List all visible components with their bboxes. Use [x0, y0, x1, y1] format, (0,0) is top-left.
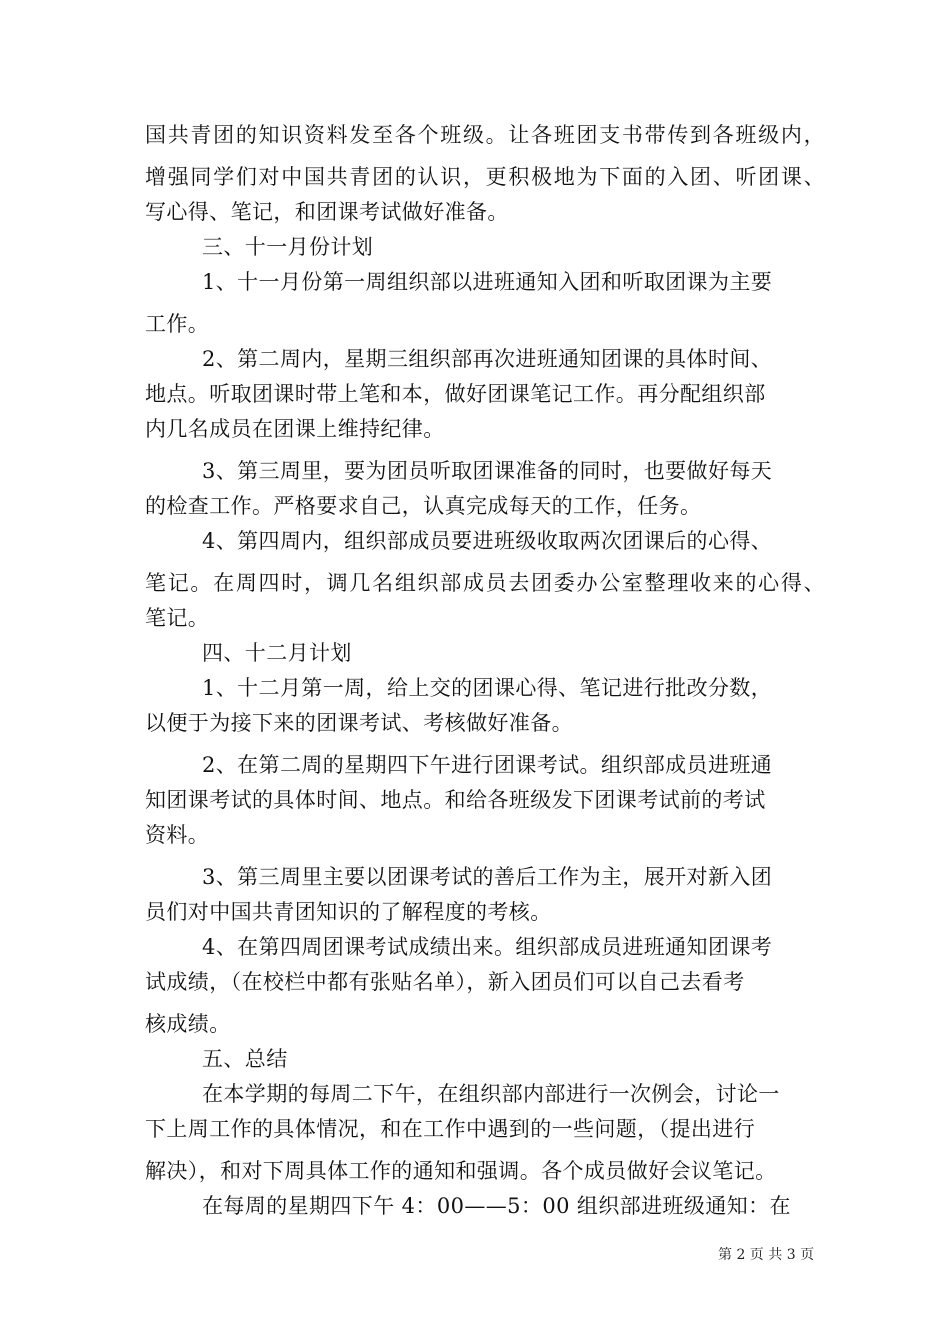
paragraph-line: 笔记。	[145, 606, 210, 630]
paragraph-line: 工作。	[145, 312, 210, 336]
paragraph-line: 的检查工作。严格要求自己，认真完成每天的工作，任务。	[145, 494, 702, 518]
paragraph-line: 1、十二月第一周，给上交的团课心得、笔记进行批改分数，	[202, 676, 773, 700]
paragraph-line: 试成绩，（在校栏中都有张贴名单），新入团员们可以自己去看考	[145, 970, 745, 994]
paragraph-line: 下上周工作的具体情况，和在工作中遇到的一些问题，（提出进行	[145, 1117, 756, 1141]
paragraph-line: 员们对中国共青团知识的了解程度的考核。	[145, 900, 552, 924]
paragraph-line: 4、在第四周团课考试成绩出来。组织部成员进班通知团课考	[202, 935, 773, 959]
paragraph-line: 国共青团的知识资料发至各个班级。让各班团支书带传到各班级内，	[145, 123, 825, 147]
paragraph-line: 写心得、笔记，和团课考试做好准备。	[145, 200, 509, 224]
paragraph-line: 2、在第二周的星期四下午进行团课考试。组织部成员进班通	[202, 753, 773, 777]
section-heading-december: 四、十二月计划	[202, 641, 352, 665]
page-number-footer: 第 2 页 共 3 页	[718, 1247, 815, 1263]
paragraph-line: 知团课考试的具体时间、地点。和给各班级发下团课考试前的考试	[145, 788, 766, 812]
paragraph-line: 地点。听取团课时带上笔和本，做好团课笔记工作。再分配组织部	[145, 382, 766, 406]
paragraph-line: 以便于为接下来的团课考试、考核做好准备。	[145, 711, 573, 735]
paragraph-line: 在本学期的每周二下午，在组织部内部进行一次例会，讨论一	[202, 1082, 780, 1106]
paragraph-line: 核成绩。	[145, 1012, 231, 1036]
paragraph-line: 解决），和对下周具体工作的通知和强调。各个成员做好会议笔记。	[145, 1159, 777, 1183]
paragraph-line: 增强同学们对中国共青团的认识，更积极地为下面的入团、听团课、	[145, 165, 825, 189]
paragraph-line: 资料。	[145, 823, 210, 847]
paragraph-line: 3、第三周里主要以团课考试的善后工作为主，展开对新入团	[202, 865, 773, 889]
section-heading-summary: 五、总结	[202, 1047, 288, 1071]
paragraph-line: 1、十一月份第一周组织部以进班通知入团和听取团课为主要	[202, 270, 773, 294]
paragraph-line: 3、第三周里，要为团员听取团课准备的同时，也要做好每天	[202, 459, 773, 483]
paragraph-line: 笔记。在周四时，调几名组织部成员去团委办公室整理收来的心得、	[145, 571, 825, 595]
paragraph-line: 内几名成员在团课上维持纪律。	[145, 417, 445, 441]
paragraph-line: 4、第四周内，组织部成员要进班级收取两次团课后的心得、	[202, 529, 773, 553]
paragraph-line: 在每周的星期四下午 4：00——5：00 组织部进班级通知：在	[202, 1194, 791, 1218]
paragraph-line: 2、第二周内，星期三组织部再次进班通知团课的具体时间、	[202, 347, 773, 371]
section-heading-november: 三、十一月份计划	[202, 235, 374, 259]
